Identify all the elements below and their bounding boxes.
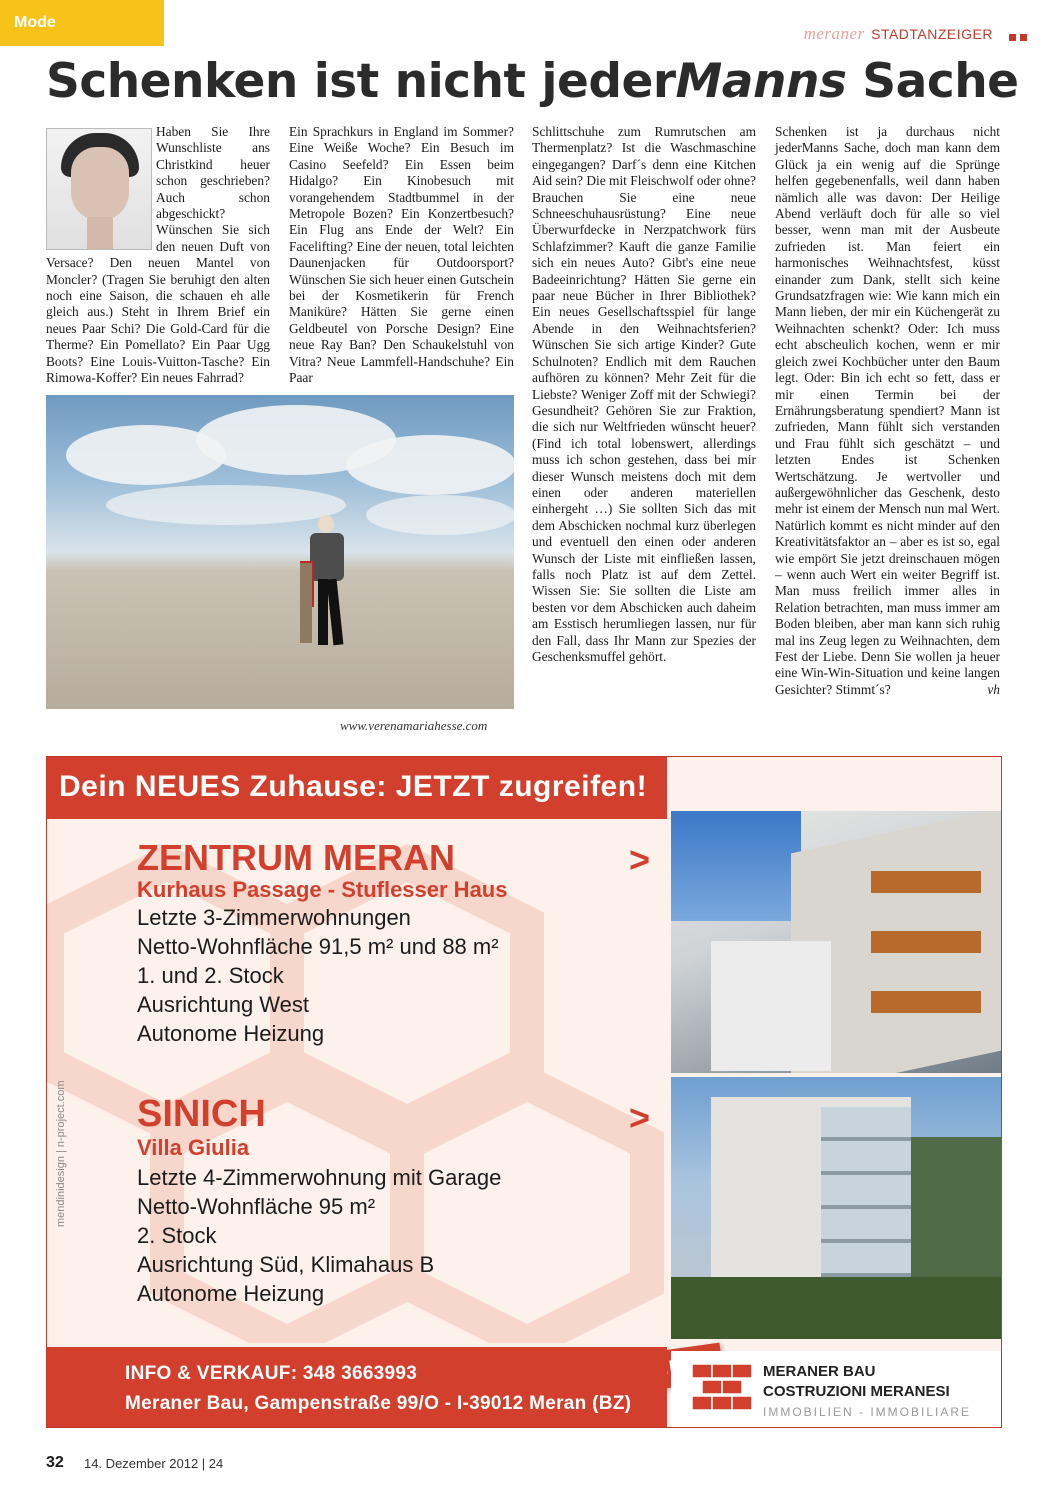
ad-contact [47,1347,667,1427]
article-signature: vh [987,682,1000,698]
building-photo-sinich [671,1077,1001,1339]
listing1-line: Ausrichtung West [137,992,310,1017]
article-column-4 [775,124,1000,699]
headline-part2: Manns [675,54,847,109]
photo-credit: www.verenamariahesse.com [340,718,488,733]
listing1-line: 1. und 2. Stock [137,963,284,988]
article-text-col3: Schlittschuhe zum Rumrutschen am Thermenplatz? Ist die Waschmaschine eingegangen? Darf´s denn eine Kitchen Aid sein? Die mit Fleischwolf oder ohne? Brauchen Sie eine neue Schneeschuhausrüstung? Eine neue Überwurfdecke in Nerzpatchwork fürs Schlafzimmer? Kauft die ganze Familie sich ein neues Auto? Gibt's eine neue Badeeinrichtung? Hätten Sie gerne ein paar neue Bücher in Ihrer Bibliothek? Ein neues Gesellschaftsspiel für lange Abende in den Weihnachtsferien? Wünschen Sie sich artige Kinder? Gute Schulnoten? Endlich mit dem Rauchen aufhören zu können? Mehr Zeit für die Liebste? Weniger Zoff mit der Schwiegi? Gesundheit? Gehören Sie zur Fraktion, die sich nur Weltfrieden wünscht heuer? (Find ich total lobenswert, allerdings muss ich schon gestehen, dass bei mir dieser Wunsch meistens doch mit dem einen oder anderen materiellen einhergeht …) Sie sollten Sich das mit dem Abschicken nochmal kurz überlegen und eventuell den einen oder anderen Wunsch der Liste mit einfließen lassen, falls noch Platz ist auf dem Zettel. Wissen Sie: Sie sollten die Liste am besten vor dem Abschicken auch daheim am Esstisch herumliegen lassen, nur für den Fall, dass Ihr Mann zur Spezies der Geschenksmuffel gehört. [532,124,756,664]
listing2-line: 2. Stock [137,1223,217,1248]
headline-part1: Schenken ist nicht jeder [46,54,676,109]
real-estate-ad [46,756,1002,1428]
logo-line3: IMMOBILIEN - IMMOBILIARE [763,1405,972,1419]
building-photo-meran [671,811,1001,1073]
masthead-brand: meraner [803,24,865,43]
listing2-line: Netto-Wohnfläche 95 m² [137,1194,376,1219]
listing2-line: Ausrichtung Süd, Klimahaus B [137,1252,435,1277]
masthead-name: STADTANZEIGER [871,26,993,42]
listing2-details [137,1163,501,1308]
brick-logo-icon [691,1363,753,1413]
listing1-subtitle: Kurhaus Passage - Stuflesser Haus [137,877,508,902]
headline-part3: Sache [846,54,1019,109]
listing2-subtitle: Villa Giulia [137,1135,250,1160]
listing1-details [137,903,499,1048]
listing2-arrow-icon[interactable]: > [629,1097,651,1138]
section-tab: Mode [0,0,164,46]
masthead-dots [1005,28,1029,36]
article-text-col2: Ein Sprachkurs in England im Sommer? Eine Weiße Woche? Ein Besuch im Casino Seefeld? Ein Essen beim Hidalgo? Ein Kinobesuch mit vorangehendem Stadtbummel in der Metropole Bozen? Ein Konzertbesuch? Ein Flug ans Ende der Welt? Ein Facelifting? Eine der neuen, total leichten Daunenjacken für Outdoorsport? Wünschen Sie sich heuer einen Gutschein bei der Kosmetikerin für French Maniküre? Hätten Sie gerne einen Geldbeutel von Porsche Design? Eine neue Ray Ban? Den Schaukelstuhl von Vitra? Neue Lammfell-Handschuhe? Ein Paar [289,124,514,386]
listing2-title: SINICH [137,1093,266,1135]
contact-address: Meraner Bau, Gampenstraße 99/O - I-39012 Meran (BZ) [125,1393,632,1414]
issue-date: 14. Dezember 2012 | 24 [84,1456,224,1471]
listing1-title: ZENTRUM MERAN [137,837,455,878]
contact-info[interactable]: INFO & VERKAUF: 348 3663993 [125,1363,418,1384]
listing1-line: Letzte 3-Zimmerwohnungen [137,905,411,930]
company-logo [671,1351,1001,1427]
masthead [804,24,993,44]
article-column-2 [289,124,514,387]
listing1-arrow-icon[interactable]: > [629,839,651,880]
headline [46,54,1019,109]
design-credit: mendinidesign | n-project.com [55,1080,67,1227]
listing1-line: Netto-Wohnfläche 91,5 m² und 88 m² [137,934,499,959]
article-text-col1: Haben Sie Ihre Wunschliste ans Christkind heuer schon geschrieben? Auch schon abgeschickt? Wünschen Sie sich den neuen Duft von Versace? Den neuen Mantel von Moncler? (Tragen Sie beruhigt den alten noch eine Saison, die schauen eh alle gleich aus.) Steht in Ihrem Brief ein neues Paar Schi? Die Gold-Card für die Therme? Ein Pomellato? Ein Paar Ugg Boots? Eine Louis-Vuitton-Tasche? Ein Rimowa-Koffer? Ein neues Fahrrad? [46,124,270,386]
wooden-post [300,563,312,643]
article-photo [46,395,514,709]
listing2-line: Letzte 4-Zimmerwohnung mit Garage [137,1165,502,1190]
logo-line2: COSTRUZIONI MERANESI [763,1383,950,1400]
logo-line1: MERANER BAU [763,1363,876,1380]
article-text-col4: Schenken ist ja durchaus nicht jederManns Sache, doch man kann dem Glück ja ein wenig auf die Sprünge helfen gegebenenfalls, weil dann haben nämlich alle was davon: Der Heilige Abend verläuft doch für alle so viel besser, wenn man mit der Ausbeute zufrieden ist. Man feiert ein harmonisches Weihnachtsfest, küsst einander zum Dank, stellt sich keine Grundsatzfragen wie: Wie kann mich ein Mann lieben, der mir ein Küchengerät zu Weihnachten schenkt? Oder: Ich muss echt abscheulich kochen, wenn er mir gleich zwei Kochbücher unter den Baum legt. Oder: Bin ich echt so fett, dass er mir einen Termin bei der Ernährungsberatung spendiert? Mann ist zufrieden, Mann fühlt sich verstanden und Frau fühlt sich geschätzt – und letzten Endes ist Schenken Wertschätzung. Je wertvoller und außergewöhnlicher das Geschenk, desto mehr ist einem der Mensch nun mal Wert. Natürlich kommt es nicht minder auf den Kreativitätsfaktor an – aber es ist so, egal wie empört Sie jetzt dreinschauen mögen – wenn auch Wert ein weiter Begriff ist. Man muss freilich immer alles in Relation betrachten, man muss immer am Boden bleiben, aber man kann sich ruhig mal ins Zeug legen zu Weihnachten, dem Fest der Liebe. Denn Sie wollen ja heuer eine Win-Win-Situation und keine langen Gesichter? Stimmt´s? [775,124,1000,697]
ad-header: Dein NEUES Zuhause: JETZT zugreifen! [47,757,667,819]
listing1-line: Autonome Heizung [137,1021,325,1046]
listing2-line: Autonome Heizung [137,1281,325,1306]
page-number: 32 [46,1454,64,1471]
article-column-1 [46,124,270,387]
article-column-3 [532,124,756,665]
person-figure [308,515,348,647]
